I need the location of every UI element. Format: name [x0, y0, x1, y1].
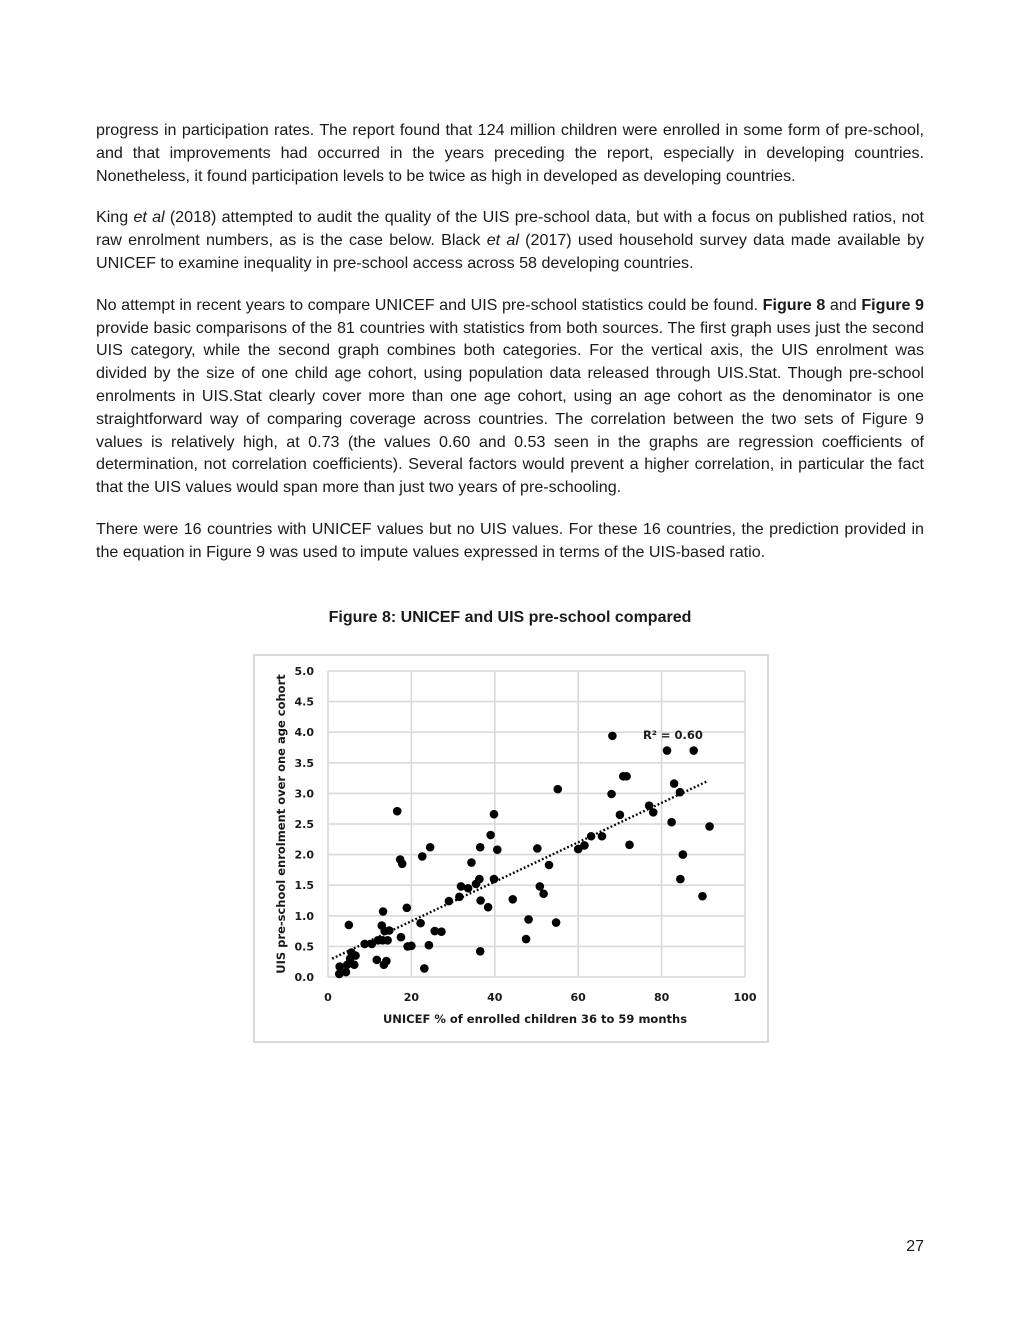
data-point: [476, 843, 485, 852]
data-point: [379, 907, 388, 916]
figure-title: Figure 8: UNICEF and UIS pre-school compared: [328, 609, 692, 626]
tick-labels: [295, 665, 757, 1004]
data-point: [455, 893, 464, 902]
body-text: [96, 119, 924, 583]
y-tick-label: 4.5: [294, 695, 314, 709]
data-point: [398, 859, 407, 868]
y-tick-label: 4.0: [294, 726, 314, 740]
data-point: [382, 957, 391, 966]
text-run: There were 16 countries with UNICEF values but no UIS values. For these 16 countries, the prediction provided in the equation in Figure 9 was used to impute values expressed in terms of the UIS-based ratio.: [96, 519, 924, 561]
data-point: [553, 785, 562, 794]
data-point: [490, 875, 499, 884]
data-point: [676, 875, 685, 884]
data-point: [663, 746, 672, 755]
data-point: [397, 933, 406, 942]
data-point: [383, 936, 392, 945]
y-tick-label: 3.0: [294, 787, 314, 801]
text-run: and: [825, 295, 862, 314]
data-point: [476, 896, 485, 905]
data-point: [622, 772, 631, 781]
y-tick-label: 0.5: [294, 940, 314, 954]
bold-text: Figure 9: [861, 295, 924, 314]
x-tick-label: 0: [324, 991, 332, 1004]
y-axis-label: UIS pre-school enrolment over one age cohort: [274, 674, 288, 974]
data-point: [420, 964, 429, 973]
data-point: [649, 808, 658, 817]
data-point: [522, 935, 531, 944]
data-point: [490, 810, 499, 819]
text-run: provide basic comparisons of the 81 countries with statistics from both sources. The first graph uses just the second UIS category, while the second graph combines both categories. For the vertical axis, the UIS enrolment was divided by the size of one child age cohort, using population data released through UIS.Stat. Though pre-school enrolments in UIS.Stat clearly cover more than one age cohort, using an age cohort as the denominator is one straightforward way of comparing coverage across countries. The correlation between the two sets of Figure 9 values is relatively high, at 0.73 (the values 0.60 and 0.53 seen in the graphs are regression coefficients of determination, not correlation coefficients). Several factors would prevent a higher correlation, in particular the fact that the UIS values would span more than just two years of pre-schooling.: [96, 318, 924, 497]
text-run: progress in participation rates. The report found that 124 million children were enrolled in some form of pre-school, and that improvements had occurred in the years preceding the report, especially in developing countries. Nonetheless, it found participation levels to be twice as high in developed as developing countries.: [96, 121, 924, 185]
data-point: [416, 919, 425, 928]
data-point: [345, 921, 354, 930]
data-point: [607, 790, 616, 799]
data-point: [676, 788, 685, 797]
x-tick-label: 80: [653, 991, 670, 1004]
data-point: [393, 807, 402, 816]
italic-text: et al: [133, 208, 165, 227]
r-squared-annotation: R² = 0.60: [643, 728, 703, 742]
data-point: [403, 904, 412, 913]
paragraph: [96, 119, 924, 187]
data-point: [407, 941, 416, 950]
x-axis-label: UNICEF % of enrolled children 36 to 59 months: [382, 1012, 688, 1026]
data-point: [625, 841, 634, 850]
data-point: [598, 832, 607, 841]
bold-text: Figure 8: [762, 295, 826, 314]
data-point: [698, 892, 707, 901]
data-point: [493, 845, 502, 854]
scatter-chart: [255, 656, 767, 1041]
data-point: [437, 927, 446, 936]
data-point: [445, 897, 454, 906]
data-point: [425, 941, 434, 950]
paragraph: [96, 294, 924, 499]
chart-frame: [253, 654, 769, 1043]
data-point: [385, 926, 394, 935]
data-point: [539, 889, 548, 898]
data-point: [372, 956, 381, 965]
data-point: [484, 903, 493, 912]
data-point: [536, 882, 545, 891]
data-point: [418, 852, 427, 861]
data-point: [464, 884, 473, 893]
data-point: [545, 861, 554, 870]
text-run: (2018) attempted to audit the quality of the UIS pre-school data, but with a focus on published ratios, not raw enrolment numbers, as is the case below. Black: [96, 208, 925, 250]
paragraph: [96, 518, 924, 564]
data-point: [533, 844, 542, 853]
data-point: [670, 779, 679, 788]
data-point: [524, 915, 533, 924]
data-point: [580, 841, 589, 850]
data-point: [587, 832, 596, 841]
data-point: [350, 960, 359, 969]
y-tick-label: 1.0: [294, 909, 314, 923]
data-point: [508, 895, 517, 904]
text-run: No attempt in recent years to compare UNICEF and UIS pre-school statistics could be found.: [96, 295, 763, 314]
data-point: [689, 746, 698, 755]
y-tick-label: 5.0: [294, 665, 314, 678]
page-number: 27: [906, 1238, 924, 1255]
y-tick-label: 3.5: [294, 756, 314, 770]
italic-text: et al: [486, 231, 519, 250]
data-point: [616, 811, 625, 820]
x-tick-label: 40: [487, 991, 503, 1004]
y-tick-label: 1.5: [294, 879, 314, 893]
data-point: [351, 951, 360, 960]
y-tick-label: 2.0: [294, 848, 314, 862]
data-point: [475, 875, 484, 884]
data-point: [467, 858, 476, 867]
data-point: [679, 850, 688, 859]
y-tick-label: 0.0: [294, 971, 314, 984]
text-run: (2017) used household survey data made available by UNICEF to examine inequality in pre-school access across 58 developing countries.: [96, 231, 924, 272]
text-run: King: [96, 208, 134, 227]
data-point: [552, 918, 561, 927]
y-tick-label: 2.5: [294, 818, 314, 831]
data-point: [486, 831, 495, 840]
data-point: [705, 822, 714, 831]
data-point: [342, 968, 351, 977]
data-point: [608, 732, 617, 741]
x-tick-label: 20: [403, 991, 420, 1004]
x-tick-label: 60: [570, 991, 586, 1004]
x-tick-label: 100: [733, 991, 757, 1004]
data-point: [476, 947, 485, 956]
data-point: [426, 843, 435, 852]
data-point: [667, 818, 676, 827]
paragraph: [96, 206, 924, 274]
